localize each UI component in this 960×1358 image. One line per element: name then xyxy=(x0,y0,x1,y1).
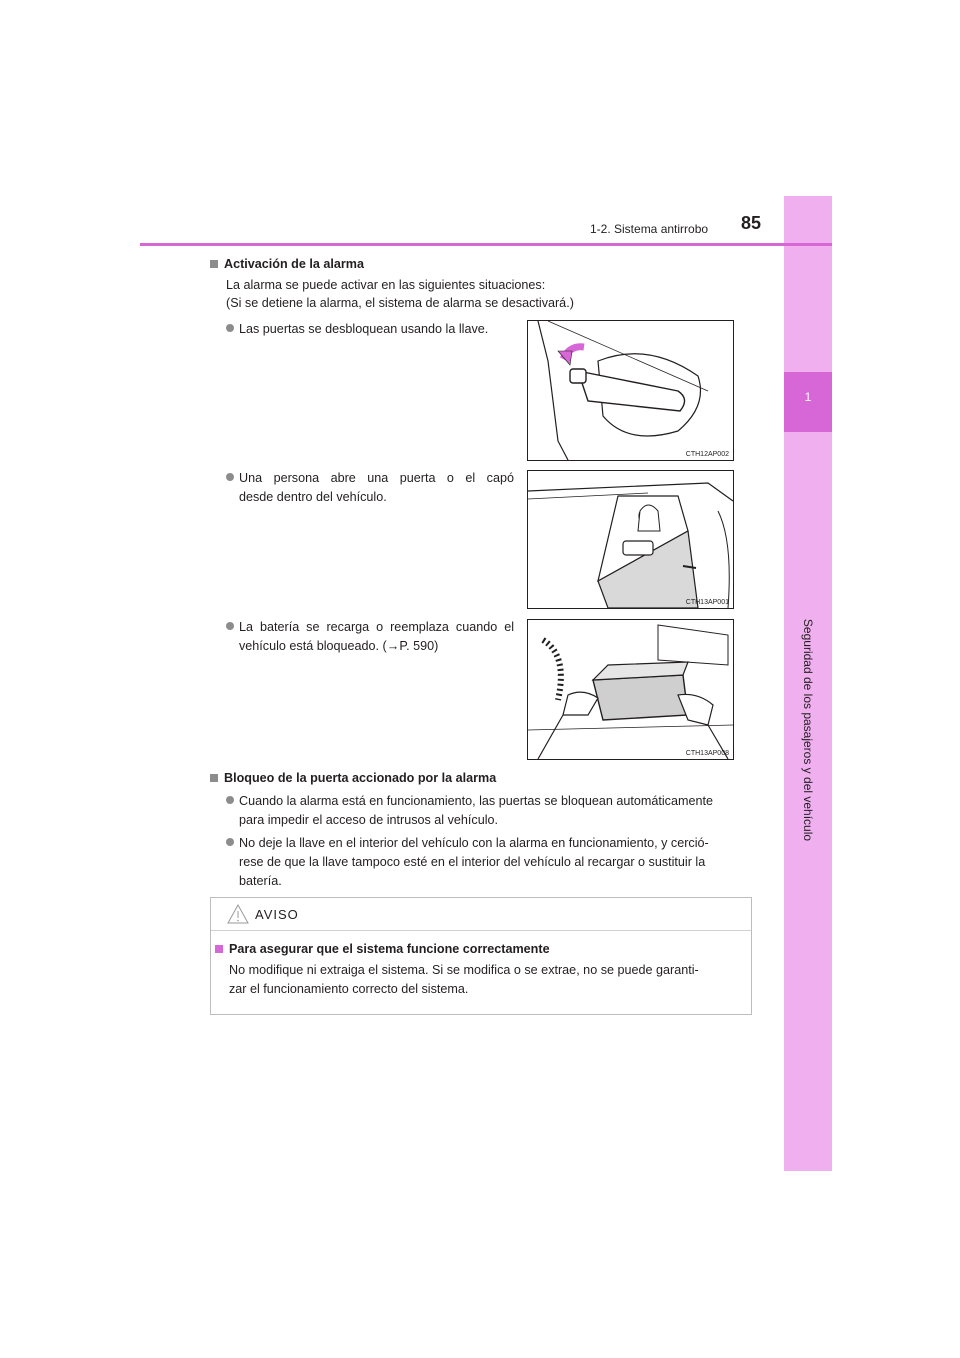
section-title: 1-2. Sistema antirrobo xyxy=(590,222,709,236)
activation-item-1 xyxy=(226,319,488,339)
warning-title: Para asegurar que el sistema funcione correctamente xyxy=(229,942,550,956)
door-handle-illustration xyxy=(528,321,733,460)
round-bullet-icon xyxy=(226,838,234,846)
warning-heading xyxy=(215,939,550,959)
figure-code: CTH13AP008 xyxy=(685,750,729,757)
activation-item-3-line-1: La batería se recarga o reemplaza cuando el xyxy=(226,617,514,637)
square-bullet-icon xyxy=(215,945,223,953)
chapter-label: Seguridad de los pasajeros y del vehículo xyxy=(801,618,815,842)
warning-triangle-icon xyxy=(227,904,249,924)
warning-label: AVISO xyxy=(255,907,299,922)
activation-intro-2: (Si se detiene la alarma, el sistema de alarma se desactivará.) xyxy=(226,296,574,310)
round-bullet-icon xyxy=(226,622,234,630)
square-bullet-icon xyxy=(210,774,218,782)
battery-illustration xyxy=(528,620,733,759)
activation-item-2-line-1: Una persona abre una puerta o el capó xyxy=(226,468,514,488)
figure-door-unlock xyxy=(527,320,734,461)
figure-code: CTH12AP002 xyxy=(685,451,729,458)
page-number: 85 xyxy=(741,213,762,233)
activation-item-2-line-2: desde dentro del vehículo. xyxy=(239,490,387,504)
activation-intro-1: La alarma se puede activar en las siguientes situaciones: xyxy=(226,278,546,292)
figure-code: CTH13AP001 xyxy=(685,599,729,606)
square-bullet-icon xyxy=(210,260,218,268)
activation-item-3-line-2: vehículo está bloqueado. (→P. 590) xyxy=(239,639,439,653)
warning-box xyxy=(210,897,752,1015)
activation-title: Activación de la alarma xyxy=(224,257,364,271)
lock-bullet-1-line-1: Cuando la alarma está en funcionamiento, las puertas se bloquean automáticamente xyxy=(226,791,713,811)
lock-bullet-1-line-2: para impedir el acceso de intrusos al vehículo. xyxy=(239,813,499,827)
warning-header xyxy=(211,898,751,931)
round-bullet-icon xyxy=(226,473,234,481)
lock-bullet-2-line-1: No deje la llave en el interior del vehículo con la alarma en funcionamiento, y cerció- xyxy=(226,833,709,853)
figure-person-opening-door xyxy=(527,470,734,609)
warning-text-1: No modifique ni extraiga el sistema. Si se modifica o se extrae, no se puede garanti- xyxy=(229,963,699,977)
lock-heading xyxy=(210,768,496,788)
round-bullet-icon xyxy=(226,324,234,332)
warning-text-2: zar el funcionamiento correcto del sistema. xyxy=(229,982,469,996)
lock-title: Bloqueo de la puerta accionado por la alarma xyxy=(224,771,497,785)
lock-bullet-2-line-3: batería. xyxy=(239,874,282,888)
chapter-number: 1 xyxy=(804,390,812,404)
lock-bullet-2-line-2: rese de que la llave tampoco esté en el interior del vehículo al recargar o sustituir la xyxy=(239,855,706,869)
figure-battery xyxy=(527,619,734,760)
activation-item-1-text: Las puertas se desbloquean usando la llave. xyxy=(239,322,489,336)
round-bullet-icon xyxy=(226,796,234,804)
header-rule xyxy=(140,243,832,246)
activation-heading xyxy=(210,254,364,274)
car-door-illustration xyxy=(528,471,733,608)
